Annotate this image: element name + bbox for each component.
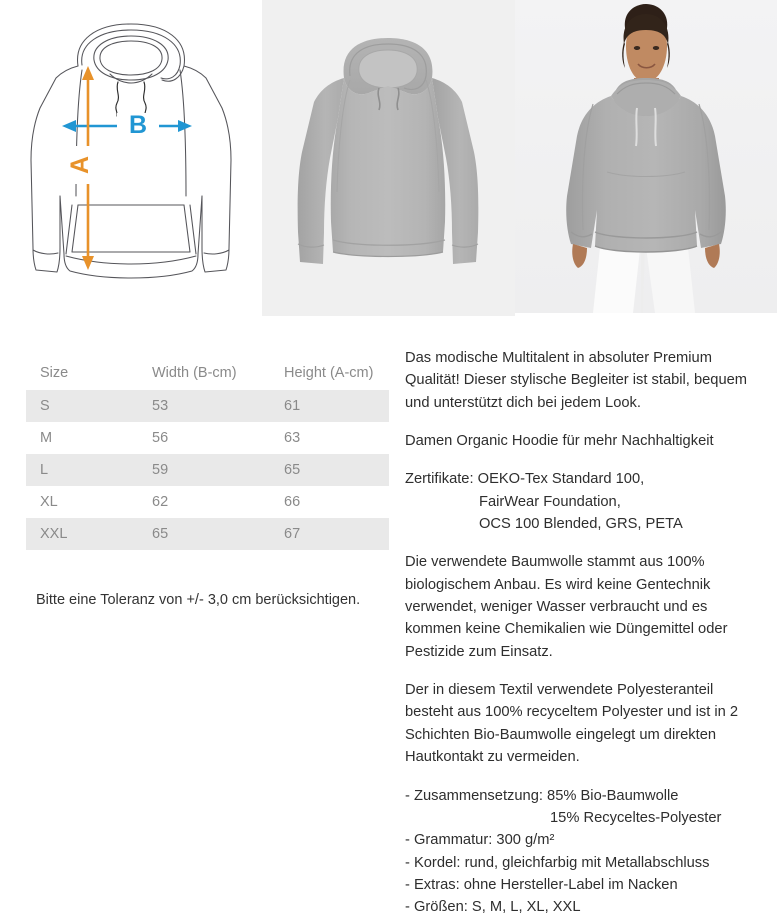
table-row — [26, 454, 389, 486]
table-row — [26, 518, 389, 550]
cell-width: 53 — [138, 390, 270, 422]
description-cotton: Die verwendete Baumwolle stammt aus 100% biologischem Anbau. Es wird keine Gentechnik verwendet, weniger Wasser verbraucht und es kommen keine Chemikalien wie Düngemittel oder Pestizide zum Einsatz. — [405, 554, 728, 660]
spec-composition — [405, 785, 757, 830]
flat-lay-photo-panel — [262, 0, 515, 316]
certificates-line-2: FairWear Foundation, — [479, 493, 621, 510]
cell-width: 56 — [138, 422, 270, 454]
column-header-width: Width (B-cm) — [138, 356, 270, 390]
cell-size: XXL — [26, 518, 138, 550]
column-header-size: Size — [26, 356, 138, 390]
cell-size: L — [26, 454, 138, 486]
table-row — [26, 422, 389, 454]
size-chart-table — [26, 356, 389, 550]
certificates-line-3: OCS 100 Blended, GRS, PETA — [479, 516, 683, 533]
description-column — [405, 318, 777, 919]
cell-width: 65 — [138, 518, 270, 550]
cell-width: 59 — [138, 454, 270, 486]
specification-list — [405, 785, 757, 919]
model-photo-panel — [515, 0, 777, 313]
spec-cord: - Kordel: rund, gleichfarbig mit Metallabschluss — [405, 854, 710, 871]
description-polyester: Der in diesem Textil verwendete Polyesteranteil besteht aus 100% recyceltem Polyester und ist in 2 Schichten Bio-Baumwolle eingelegt um direkten Hautkontakt zu vermeiden. — [405, 682, 739, 766]
certificates-line-1: Zertifikate: OEKO-Tex Standard 100, — [405, 471, 645, 488]
table-row — [26, 486, 389, 518]
column-header-height: Height (A-cm) — [270, 356, 389, 390]
product-image-strip — [0, 0, 777, 318]
tolerance-note: Bitte eine Toleranz von +/- 3,0 cm berücksichtigen. — [36, 592, 361, 608]
model-wearing-hoodie-image — [515, 0, 777, 313]
cell-width: 62 — [138, 486, 270, 518]
certificates-block — [405, 468, 757, 535]
cell-height: 66 — [270, 486, 389, 518]
spec-weight: - Grammatur: 300 g/m² — [405, 832, 555, 849]
cell-size: XL — [26, 486, 138, 518]
spec-sizes: - Größen: S, M, L, XL, XXL — [405, 899, 581, 916]
size-chart-column — [0, 318, 405, 919]
cell-height: 67 — [270, 518, 389, 550]
description-tagline: Damen Organic Hoodie für mehr Nachhaltigkeit — [405, 433, 714, 450]
spec-composition-line-2: 15% Recyceltes-Polyester — [550, 809, 722, 826]
cell-size: S — [26, 390, 138, 422]
cell-size: M — [26, 422, 138, 454]
cell-height: 61 — [270, 390, 389, 422]
spec-composition-line-1: - Zusammensetzung: 85% Bio-Baumwolle — [405, 787, 679, 804]
product-details-section — [0, 318, 777, 919]
cell-height: 65 — [270, 454, 389, 486]
table-row — [26, 390, 389, 422]
grey-hoodie-flat-lay-image — [262, 0, 515, 316]
hoodie-technical-drawing-icon — [0, 0, 262, 318]
table-header-row — [26, 356, 389, 390]
measure-b-label: B — [128, 111, 148, 139]
cell-height: 63 — [270, 422, 389, 454]
description-intro: Das modische Multitalent in absoluter Premium Qualität! Dieser stylische Begleiter ist stabil, bequem und unterstützt dich bei jedem Look. — [405, 350, 748, 411]
technical-drawing-panel — [0, 0, 262, 318]
measure-a-label: A — [66, 155, 94, 175]
spec-extras: - Extras: ohne Hersteller-Label im Nacken — [405, 876, 678, 893]
